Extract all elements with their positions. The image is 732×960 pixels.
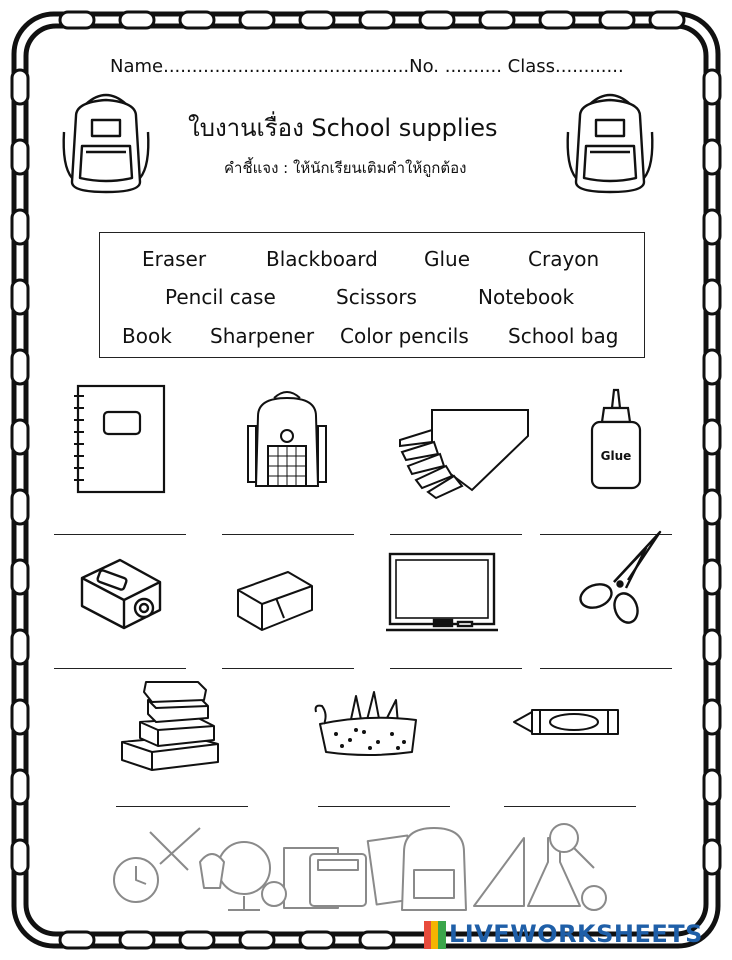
sharpener-icon (76, 552, 166, 632)
pencil-case-icon (312, 690, 424, 760)
glue-label: Glue (600, 449, 632, 463)
answer-input-8[interactable] (540, 645, 676, 669)
word-bank-item: Glue (424, 247, 471, 271)
word-bank (99, 232, 645, 358)
ruler-icon (474, 838, 524, 906)
answer-line-6[interactable] (222, 668, 354, 669)
instruction-text: คำชี้แจง : ให้นักเรียนเติมคำให้ถูกต้อง (224, 159, 467, 177)
school-bag-icon (242, 386, 332, 494)
answer-input-11[interactable] (504, 783, 640, 807)
answer-input-6[interactable] (222, 645, 358, 669)
backpack-left-icon (56, 86, 156, 196)
school-supplies-collage (104, 818, 610, 918)
lightbulb-icon (200, 854, 224, 888)
answer-input-5[interactable] (54, 645, 190, 669)
word-bank-item: Blackboard (266, 247, 378, 271)
notebook-icon (70, 382, 170, 496)
word-bank-item: School bag (508, 324, 619, 348)
glue-icon (586, 388, 646, 494)
answer-input-1[interactable] (54, 511, 190, 535)
scissors-icon (574, 526, 666, 626)
globe-icon (218, 842, 270, 894)
word-bank-item: Book (122, 324, 172, 348)
answer-input-2[interactable] (222, 511, 358, 535)
answer-line-11[interactable] (504, 806, 636, 807)
backpack-right-icon (560, 86, 660, 196)
answer-line-9[interactable] (116, 806, 248, 807)
answer-line-8[interactable] (540, 668, 672, 669)
eraser-icon (232, 566, 316, 634)
answer-input-9[interactable] (116, 783, 252, 807)
liveworksheets-badge-icon (424, 921, 446, 949)
answer-line-3[interactable] (390, 534, 522, 535)
books-icon (118, 678, 224, 772)
worksheet-title: ใบงานเรื่อง School supplies (188, 114, 498, 142)
word-bank-item: Crayon (528, 247, 600, 271)
crayon-icon (510, 702, 622, 742)
magnifier-icon (550, 824, 578, 852)
answer-line-10[interactable] (318, 806, 450, 807)
word-bank-item: Scissors (336, 285, 417, 309)
answer-input-10[interactable] (318, 783, 454, 807)
student-info-line: Name...........................................No. .......... Class............ (110, 56, 624, 77)
answer-line-2[interactable] (222, 534, 354, 535)
liveworksheets-logo (424, 920, 703, 949)
blackboard-icon (384, 550, 500, 636)
answer-line-5[interactable] (54, 668, 186, 669)
word-bank-item: Pencil case (165, 285, 276, 309)
color-pencils-icon (392, 400, 532, 500)
word-bank-item: Sharpener (210, 324, 315, 348)
word-bank-item: Notebook (478, 285, 575, 309)
answer-line-7[interactable] (390, 668, 522, 669)
word-bank-item: Color pencils (340, 324, 469, 348)
word-bank-item: Eraser (142, 247, 207, 271)
answer-input-3[interactable] (390, 511, 526, 535)
answer-line-1[interactable] (54, 534, 186, 535)
answer-input-7[interactable] (390, 645, 526, 669)
liveworksheets-logo-text: LIVEWORKSHEETS (449, 920, 703, 948)
